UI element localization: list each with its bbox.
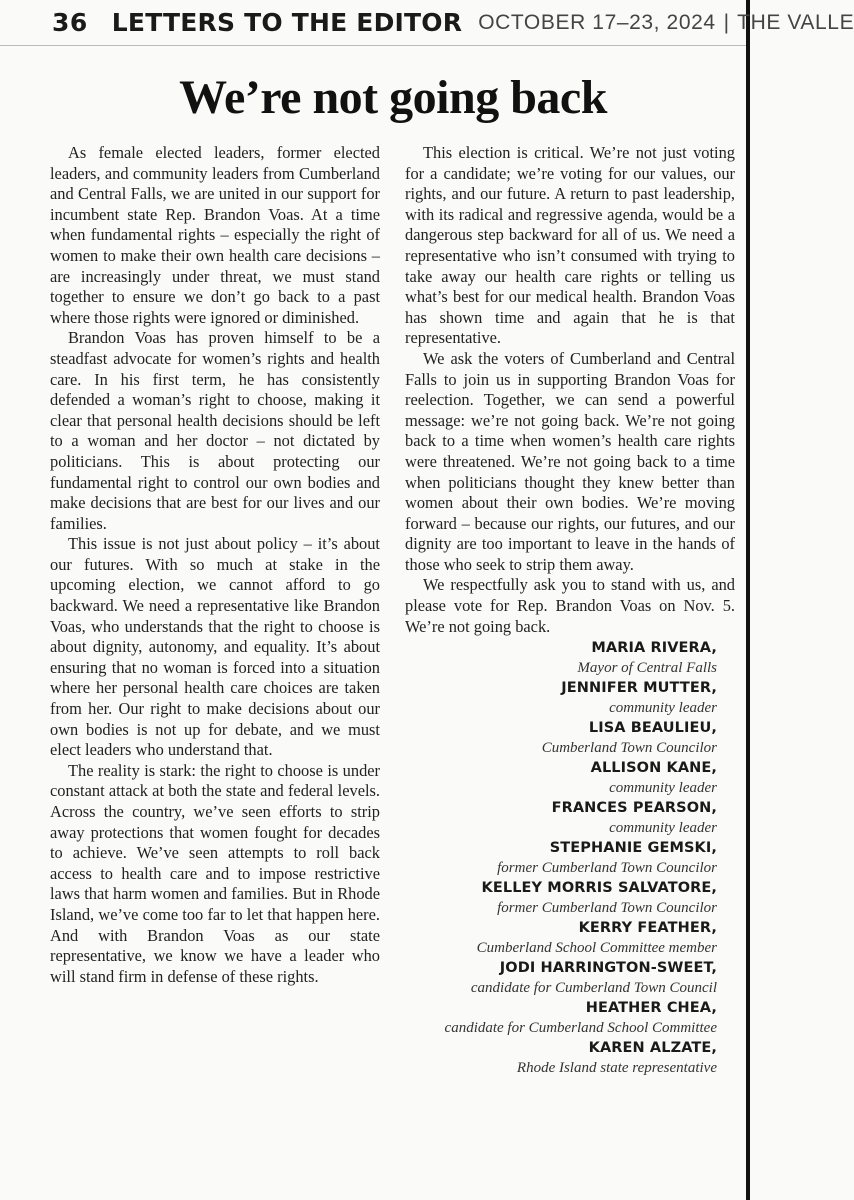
issue-date: OCTOBER 17–23, 2024: [478, 10, 716, 34]
publication-name: THE VALLE: [737, 10, 854, 34]
letter-paragraph: This issue is not just about policy – it’s about our futures. With so much at stake in the upcoming election, we cannot afford to go backward. We need a representative like Brandon Voas, who understands that the right to choose is about dignity, autonomy, and equality. It’s about ensuring that no woman is forced into a situation where her personal health care choices are taken from her. Our right to make decisions about our own bodies is not up for debate, and we must elect leaders who understand that.: [50, 534, 380, 760]
signatory-title: community leader: [609, 780, 717, 797]
signatory-name: ALLISON KANE,: [590, 760, 717, 777]
signatory-title: community leader: [609, 700, 717, 717]
signatory-name: MARIA RIVERA,: [591, 640, 717, 657]
signatory-title: candidate for Cumberland School Committee: [444, 1020, 717, 1037]
letter-paragraph: The reality is stark: the right to choose is under constant attack at both the state and federal levels. Across the country, we’ve seen efforts to strip away protections that women fought for decades to achieve. We’ve seen attempts to roll back access to health care and to impose restrictive laws that harm women and families. But in Rhode Island, we’ve come too far to let that happen here. And with Brandon Voas as our state representative, we know we have a leader who will stand firm in defense of these rights.: [50, 760, 380, 986]
signatory-title: former Cumberland Town Councilor: [497, 860, 717, 877]
signatory-title: community leader: [609, 820, 717, 837]
signatory-title: Rhode Island state representative: [516, 1060, 717, 1077]
letter-paragraph: This election is critical. We’re not just voting for a candidate; we’re voting for our values, our rights, and our future. A return to past leadership, with its radical and regressive agenda, would be a dangerous step backward for all of us. We need a representative who isn’t consumed with trying to take away our health care rights or telling us what’s best for our medical health. Brandon Voas has shown time and again that he is that representative.: [405, 143, 735, 348]
signatory-name: LISA BEAULIEU,: [588, 720, 717, 737]
letter-headline: We’re not going back: [179, 71, 607, 124]
signatory-title: Cumberland Town Councilor: [541, 740, 717, 757]
signatory-title: Mayor of Central Falls: [577, 660, 717, 677]
signatory-name: KERRY FEATHER,: [578, 920, 717, 937]
section-title: LETTERS TO THE EDITOR: [111, 8, 463, 37]
signatory-name: STEPHANIE GEMSKI,: [549, 840, 717, 857]
letter-paragraph: We respectfully ask you to stand with us, and please vote for Rep. Brandon Voas on Nov. 5. We’re not going back.: [405, 575, 735, 636]
signatories: [405, 638, 735, 1078]
signatory-title: former Cumberland Town Councilor: [497, 900, 717, 917]
header-separator: |: [723, 10, 730, 34]
letter-paragraph: Brandon Voas has proven himself to be a steadfast advocate for women’s rights and health care. In his first term, he has consistently defended a woman’s right to choose, making it clear that personal health decisions should be left to a woman and her doctor – not dictated by politicians. This is about protecting our fundamental right to control our own bodies and make decisions that are best for our lives and our families.: [50, 328, 380, 533]
letter-paragraph: As female elected leaders, former elected leaders, and community leaders from Cumberland and Central Falls, we are united in our support for incumbent state Rep. Brandon Voas. At a time when fundamental rights – especially the right of women to make their own health care decisions – are increasingly under threat, we must stand together to ensure we don’t go back to a past where those rights were ignored or diminished.: [50, 143, 380, 327]
right-column: [405, 143, 735, 1078]
signatory-name: JENNIFER MUTTER,: [561, 680, 717, 697]
signatory-title: candidate for Cumberland Town Council: [470, 980, 717, 997]
signatory-name: KELLEY MORRIS SALVATORE,: [481, 880, 717, 897]
letter-paragraph: We ask the voters of Cumberland and Central Falls to join us in supporting Brandon Voas for reelection. Together, we can send a powerful message: we’re not going back. We’re not going back to a time when women’s health care rights were threatened. We’re not going back to a time when politicians thought they knew better than women about their own bodies. We’re moving forward – because our rights, our futures, and our dignity are too important to leave in the hands of those who seek to strip them away.: [405, 348, 735, 574]
signatory-name: JODI HARRINGTON-SWEET,: [499, 960, 717, 977]
page-number: 36: [52, 8, 88, 37]
page-header: [0, 0, 854, 46]
signatory-name: FRANCES PEARSON,: [551, 800, 717, 817]
signatory-title: Cumberland School Committee member: [476, 940, 717, 957]
left-column: [50, 143, 380, 987]
page-edge: [746, 0, 750, 1200]
signatory-name: KAREN ALZATE,: [588, 1040, 717, 1057]
signatory-name: HEATHER CHEA,: [585, 1000, 717, 1017]
